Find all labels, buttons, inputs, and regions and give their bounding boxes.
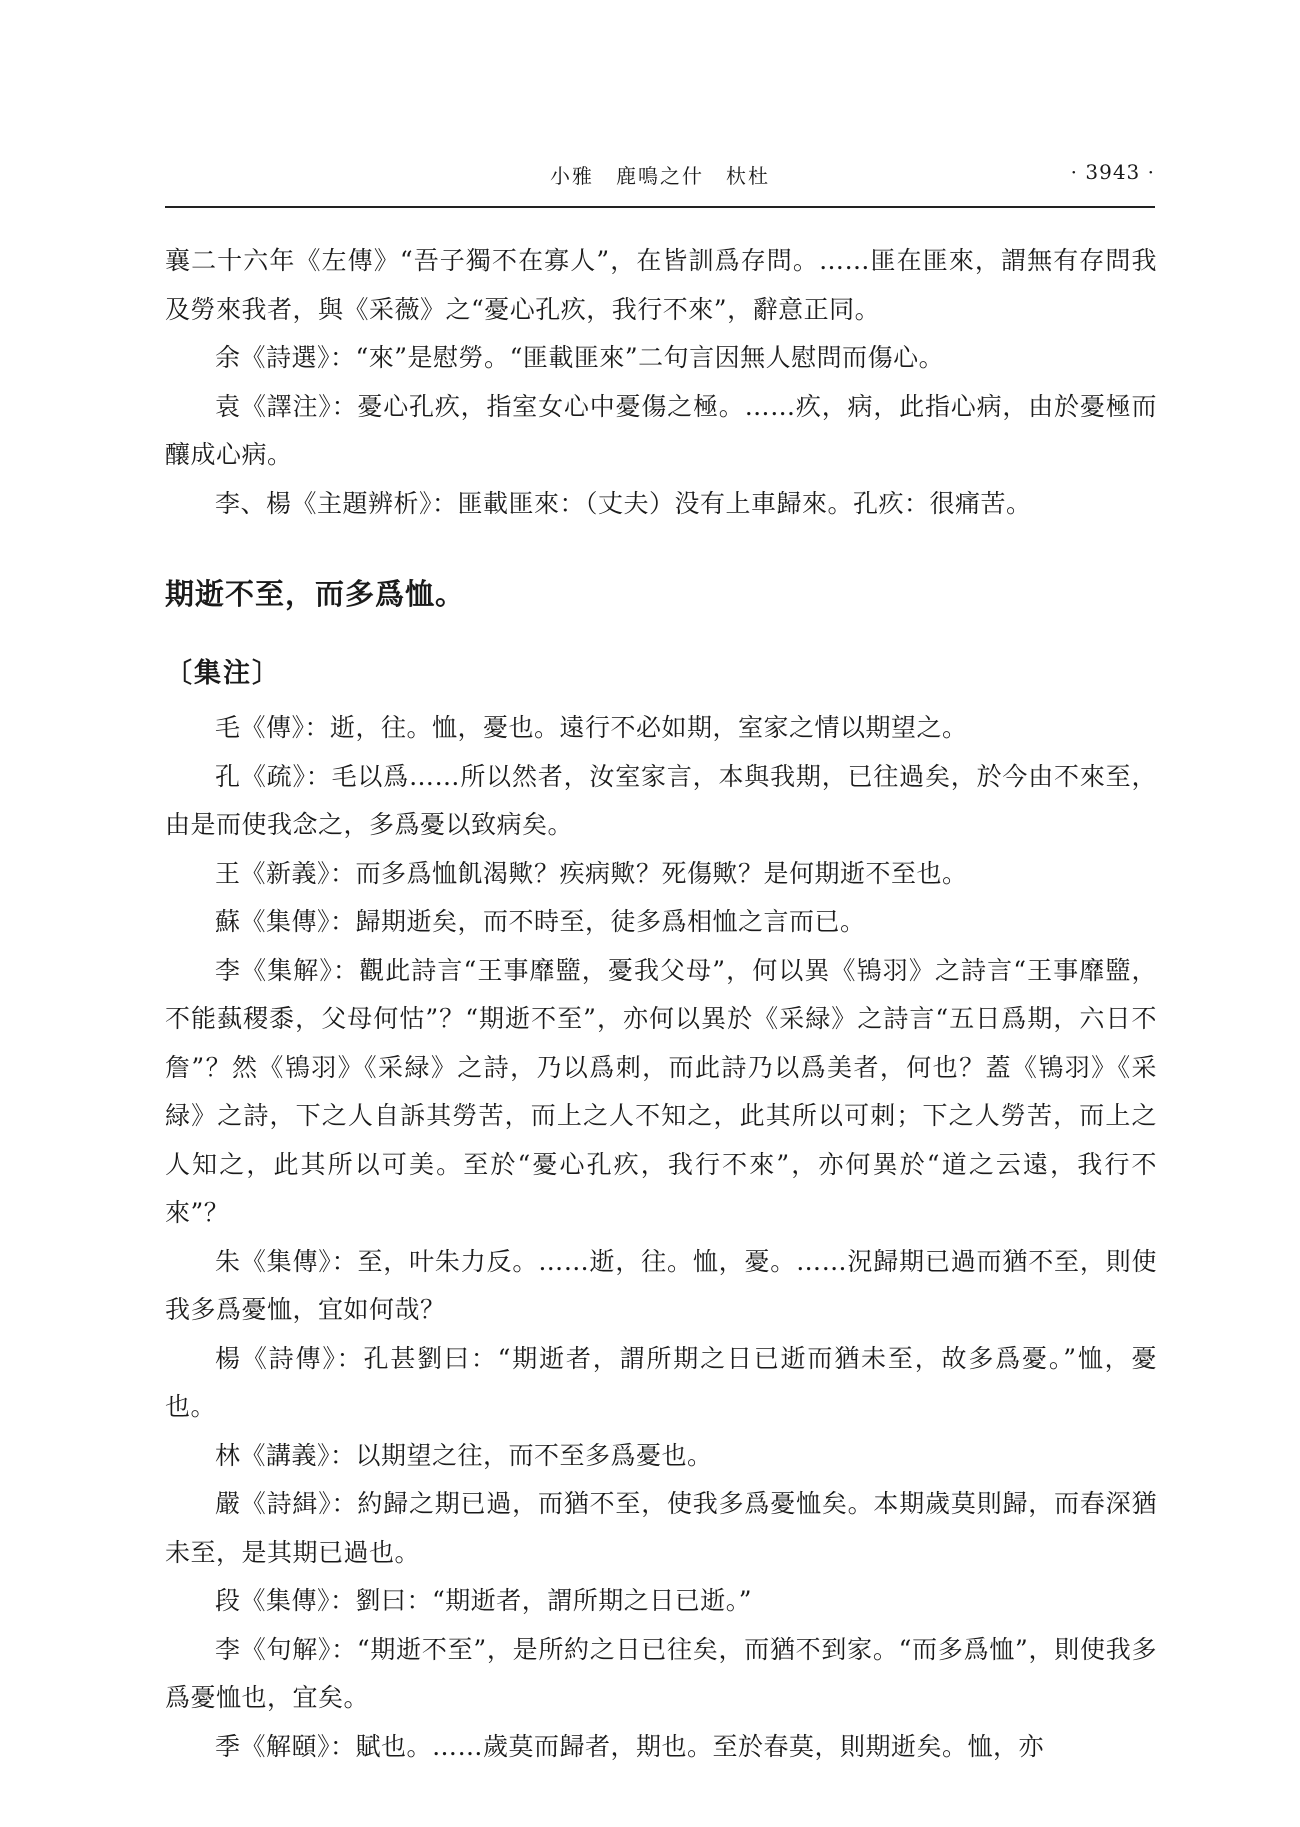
commentary-paragraph: 李《句解》：“期逝不至”，是所約之日已往矣，而猶不到家。“而多爲恤”，則使我多爲憂恤也，宜矣。	[165, 1634, 1157, 1712]
commentary-paragraph: 余《詩選》：“來”是慰勞。“匪載匪來”二句言因無人慰問而傷心。	[215, 343, 945, 372]
commentary-paragraph: 袁《譯注》：憂心孔疚，指室女心中憂傷之極。……疚，病，此指心病，由於憂極而釀成心病。	[165, 391, 1157, 469]
verse-line-heading: 期逝不至，而多爲恤。	[165, 577, 466, 611]
body-text	[165, 237, 1157, 1771]
commentary-paragraph: 朱《集傳》：至，叶朱力反。……逝，往。恤，憂。……況歸期已過而猶不至，則使我多爲憂恤，宜如何哉？	[165, 1246, 1157, 1324]
commentary-paragraph: 季《解頤》：賦也。……歲莫而歸者，期也。至於春莫，則期逝矣。恤，亦	[215, 1731, 1045, 1761]
commentary-paragraph: 蘇《集傳》：歸期逝矣，而不時至，徒多爲相恤之言而已。	[215, 907, 866, 936]
continuation-paragraph: 襄二十六年《左傳》“吾子獨不在寡人”，在皆訓爲存問。……匪在匪來，謂無有存問我及勞來我者，與《采薇》之“憂心孔疚，我行不來”，辭意正同。	[165, 246, 1157, 324]
commentary-paragraph: 段《集傳》：劉曰：“期逝者，謂所期之日已逝。”	[215, 1586, 753, 1615]
commentary-paragraph: 嚴《詩緝》：約歸之期已過，而猶不至，使我多爲憂恤矣。本期歲莫則歸，而春深猶未至，是其期已過也。	[165, 1489, 1157, 1567]
commentary-paragraph: 孔《疏》：毛以爲……所以然者，汝室家言，本與我期，已往過矣，於今由不來至，由是而使我念之，多爲憂以致病矣。	[165, 761, 1157, 839]
commentary-paragraph: 李、楊《主題辨析》：匪載匪來：（丈夫）没有上車歸來。孔疚：很痛苦。	[215, 488, 1032, 518]
collected-notes-heading: 〔集注〕	[165, 658, 281, 689]
commentary-paragraph: 李《集解》：觀此詩言“王事靡盬，憂我父母”，何以異《鴇羽》之詩言“王事靡盬，不能蓺稷黍，父母何怙”？“期逝不至”，亦何以異於《采緑》之詩言“五日爲期，六日不詹”？然《鴇羽》《采緑》之詩，乃以爲刺，而此詩乃以爲美者，何也？蓋《鴇羽》《采緑》之詩，下之人自訴其勞苦，而上之人不知之，此其所以可刺；下之人勞苦，而上之人知之，此其所以可美。至於“憂心孔疚，我行不來”，亦何異於“道之云遠，我行不來”？	[165, 955, 1157, 1227]
running-head	[165, 160, 1155, 196]
commentary-paragraph: 楊《詩傳》：孔甚劉曰：“期逝者，謂所期之日已逝而猶未至，故多爲憂。”恤，憂也。	[165, 1343, 1157, 1421]
commentary-paragraph: 林《講義》：以期望之往，而不至多爲憂也。	[215, 1440, 713, 1470]
page-number: · 3943 ·	[1070, 160, 1155, 184]
commentary-paragraph: 王《新義》：而多爲恤飢渴歟？疾病歟？死傷歟？是何期逝不至也。	[215, 858, 968, 888]
running-title: 小雅 鹿鳴之什 杕杜	[550, 164, 770, 188]
commentary-paragraph: 毛《傳》：逝，往。恤，憂也。遠行不必如期，室家之情以期望之。	[215, 713, 968, 742]
header-rule	[165, 206, 1155, 208]
